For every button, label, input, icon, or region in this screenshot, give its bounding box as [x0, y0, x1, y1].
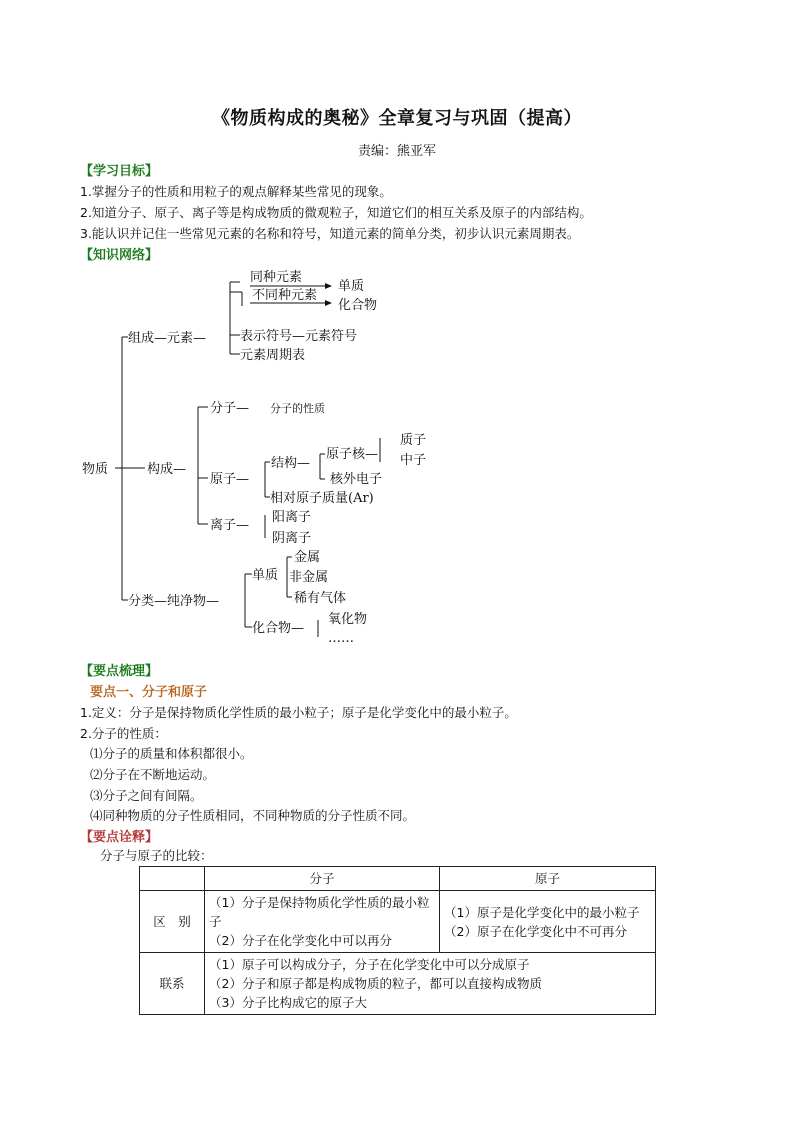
tree-compound: 化合物 [338, 298, 378, 313]
table-cell-diff-molecule [205, 891, 440, 953]
network-heading: 【知识网络】 [80, 248, 159, 263]
objective-item: 1.掌握分子的性质和用粒子的观点解释某些常见的现象。 [80, 184, 392, 199]
tree-atom: 原子— [210, 472, 250, 487]
explain-heading: 【要点诠释】 [80, 830, 159, 845]
objective-item: 3.能认识并记住一些常见元素的名称和符号，知道元素的简单分类，初步认识元素周期表。 [80, 226, 580, 241]
tree-simple: 单质 [252, 568, 279, 583]
knowledge-tree-diagram [80, 262, 427, 654]
tree-etc: …… [328, 631, 354, 646]
table-corner [140, 867, 205, 891]
keypoint-line: 2.分子的性质： [80, 726, 167, 741]
tree-simple-substance: 单质 [338, 279, 365, 294]
link-3: （3）分子比构成它的原子大 [209, 995, 367, 1010]
tree-ion: 离子— [210, 518, 250, 533]
tree-anion: 阴离子 [272, 531, 312, 546]
editor-line: 责编：熊亚军 [357, 144, 436, 159]
tree-molecule-prop: 分子的性质 [270, 402, 325, 415]
tree-neutron: 中子 [400, 453, 427, 468]
tree-composition: 组成—元素— [128, 331, 207, 346]
keypoint-line: ⑶分子之间有间隔。 [90, 788, 203, 803]
link-1: （1）原子可以构成分子，分子在化学变化中可以分成原子 [209, 957, 530, 972]
tree-symbol: 表示符号—元素符号 [240, 329, 358, 344]
tree-noble: 稀有气体 [294, 591, 347, 606]
keypoint-line: ⑵分子在不断地运动。 [90, 767, 216, 782]
table-cell-link [205, 953, 656, 1015]
tree-compound2: 化合物— [252, 621, 305, 636]
tree-diff-element: 不同种元素 [252, 288, 318, 303]
tree-proton: 质子 [400, 433, 427, 448]
table-header-atom: 原子 [440, 867, 656, 891]
diff-atom-1: （1）原子是化学变化中的最小粒子 [444, 904, 640, 920]
comparison-intro: 分子与原子的比较： [100, 848, 213, 863]
table-row-link-label: 联系 [140, 953, 205, 1015]
tree-rel-mass: 相对原子质量(Ar) [270, 491, 374, 506]
diff-molecule-2: （2）分子在化学变化中可以再分 [209, 933, 392, 948]
tree-molecule: 分子— [210, 401, 250, 416]
keypoint-line: 1.定义：分子是保持物质化学性质的最小粒子；原子是化学变化中的最小粒子。 [80, 705, 517, 720]
link-2: （2）分子和原子都是构成物质的粒子，都可以直接构成物质 [209, 976, 542, 991]
objectives-heading: 【学习目标】 [80, 164, 159, 179]
tree-periodic: 元素周期表 [240, 348, 306, 363]
point1-title: 要点一、分子和原子 [90, 685, 208, 700]
keypoint-line: ⑷同种物质的分子性质相同，不同种物质的分子性质不同。 [90, 808, 416, 823]
diff-molecule-1: （1）分子是保持物质化学性质的最小粒子 [209, 895, 430, 929]
tree-cation: 阳离子 [272, 510, 312, 525]
tree-oxide: 氧化物 [328, 612, 368, 627]
tree-same-element: 同种元素 [250, 270, 303, 285]
tree-electron: 核外电子 [330, 472, 383, 487]
tree-root: 物质 [82, 462, 109, 477]
tree-classify: 分类—纯净物— [128, 594, 220, 609]
tree-metal: 金属 [294, 550, 321, 565]
tree-nucleus: 原子核— [326, 447, 379, 462]
diff-atom-2: （2）原子在化学变化中不可再分 [444, 923, 627, 939]
tree-constitute: 构成— [147, 462, 187, 477]
keypoint-line: ⑴分子的质量和体积都很小。 [90, 746, 253, 761]
keypoints-heading: 【要点梳理】 [80, 664, 159, 679]
comparison-table [139, 866, 656, 1015]
tree-nonmetal: 非金属 [289, 570, 329, 585]
table-header-molecule: 分子 [205, 867, 440, 891]
tree-structure: 结构— [271, 456, 311, 471]
table-row-diff-label: 区 别 [140, 891, 205, 953]
table-cell-diff-atom [440, 891, 656, 953]
page-title: 《物质构成的奥秘》全章复习与巩固（提高） [212, 108, 582, 129]
objective-item: 2.知道分子、原子、离子等是构成物质的微观粒子，知道它们的相互关系及原子的内部结构。 [80, 205, 592, 220]
